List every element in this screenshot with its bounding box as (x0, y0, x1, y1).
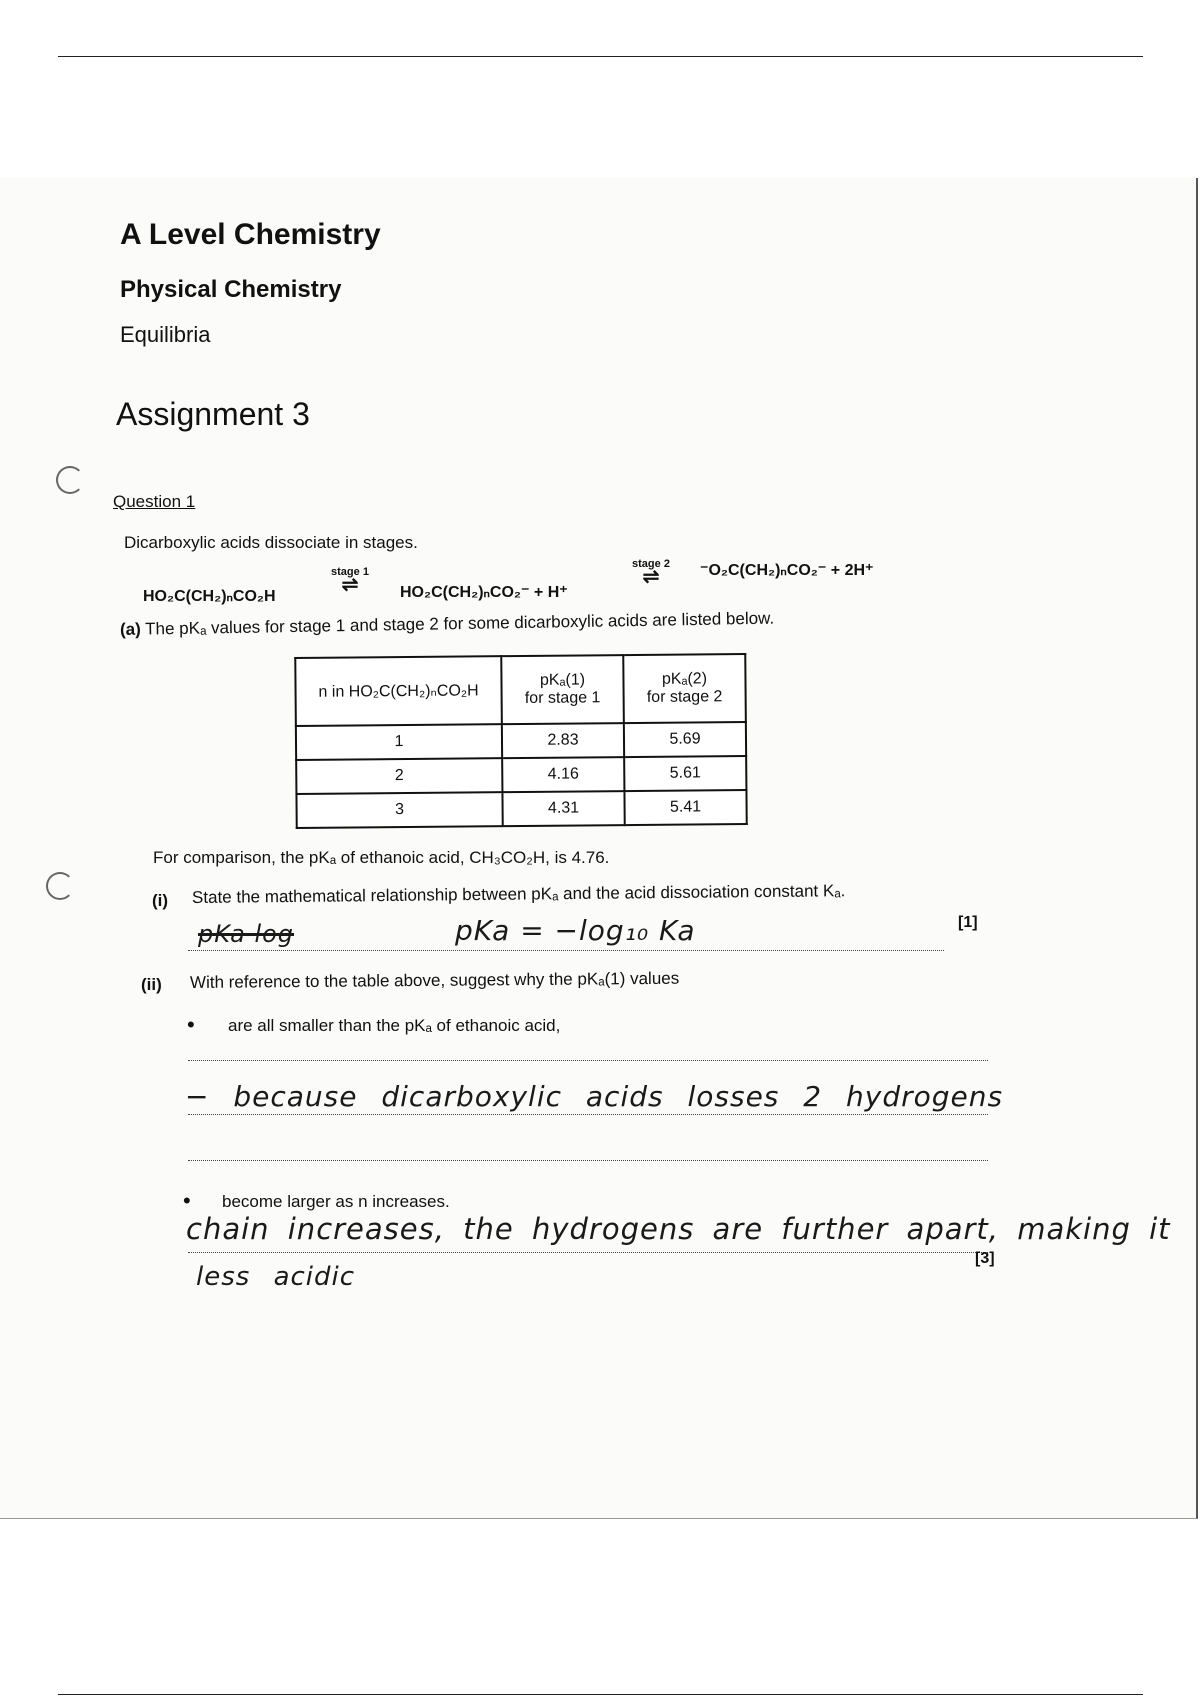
answer-line-i (188, 950, 944, 951)
table-row (296, 790, 746, 828)
part-i-text: State the mathematical relationship between pKₐ and the acid dissociation constant Kₐ. (191, 881, 846, 907)
table-cell: 4.31 (502, 791, 624, 826)
table-cell: 3 (296, 792, 502, 828)
table-header-pka2 (623, 654, 746, 723)
answer-line-ii-4 (188, 1252, 988, 1253)
table-header-pka1-name: pKₐ(1) (539, 671, 586, 689)
part-a-sentence: The pKₐ values for stage 1 and stage 2 for some dicarboxylic acids are listed below. (145, 608, 775, 639)
part-ii-mark: [3] (975, 1250, 995, 1267)
table-row (296, 756, 746, 794)
table-cell: 2.83 (502, 723, 624, 758)
table-cell: 4.16 (502, 757, 624, 792)
table-cell: 5.69 (624, 722, 746, 757)
table-cell: 1 (296, 724, 502, 760)
part-ii-answer-1: − because dicarboxylic acids losses 2 hydrogens (185, 1080, 1004, 1113)
part-ii-answer-2a: chain increases, the hydrogens are further apart, making it (186, 1212, 1171, 1246)
table-cell: 5.61 (624, 756, 746, 791)
assignment-title: Assignment 3 (116, 396, 310, 432)
table-header-pka2-name: pKₐ(2) (661, 670, 708, 688)
punch-hole-top (56, 466, 84, 494)
equilibrium-arrow-icon: ⇌ (341, 574, 359, 596)
equation-reactant: HO₂C(CH₂)ₙCO₂H (143, 588, 276, 605)
equation-product: ⁻O₂C(CH₂)ₙCO₂⁻ + 2H⁺ (700, 562, 874, 579)
bullet-icon: • (187, 1012, 195, 1037)
stage1-arrow (320, 566, 380, 596)
top-rule (58, 56, 1143, 57)
table-cell: 2 (296, 758, 502, 794)
answer-line-ii-2 (188, 1114, 988, 1115)
stage1-label: stage 1 (331, 566, 369, 578)
answer-line-ii-1 (188, 1060, 988, 1061)
table-header-pka1 (501, 655, 624, 724)
part-i-crossed-answer: pKa log (198, 920, 295, 948)
part-i-mark: [1] (958, 914, 978, 931)
part-a-label: (a) (119, 619, 141, 639)
stage2-label: stage 2 (632, 558, 670, 570)
stage2-arrow (620, 558, 682, 588)
table-header-n: n in HO₂C(CH₂)ₙCO₂H (295, 656, 502, 726)
table-header-row (295, 654, 746, 726)
part-ii-answer-2b: less acidic (196, 1262, 356, 1292)
part-ii-text: With reference to the table above, suggest why the pKₐ(1) values (189, 968, 680, 992)
question-title: Question 1 (113, 492, 196, 511)
table-cell: 5.41 (624, 790, 746, 825)
part-ii-label: (ii) (141, 975, 162, 994)
part-ii-bullet-2: become larger as n increases. (222, 1192, 450, 1211)
part-i-label: (i) (152, 891, 169, 910)
course-title: A Level Chemistry (120, 218, 381, 251)
table-header-pka2-stage: for stage 2 (646, 688, 723, 706)
part-ii-bullet-1: are all smaller than the pKₐ of ethanoic acid, (228, 1016, 561, 1035)
pka-table (294, 653, 747, 829)
table-row (296, 722, 746, 760)
question-intro: Dicarboxylic acids dissociate in stages. (124, 533, 418, 552)
punch-hole-bottom (46, 872, 74, 900)
bullet-icon: • (183, 1188, 191, 1213)
topic-title: Equilibria (120, 322, 211, 347)
part-i-answer: pKa = −log₁₀ Ka (455, 914, 696, 947)
table-header-pka1-stage: for stage 1 (524, 689, 601, 707)
bottom-rule (58, 1694, 1143, 1695)
comparison-text: For comparison, the pKₐ of ethanoic acid, CH₃CO₂H, is 4.76. (153, 848, 610, 867)
unit-title: Physical Chemistry (120, 276, 342, 303)
answer-line-ii-3 (188, 1160, 988, 1161)
equilibrium-arrow-icon: ⇌ (642, 566, 660, 588)
equation-intermediate: HO₂C(CH₂)ₙCO₂⁻ + H⁺ (400, 584, 568, 601)
